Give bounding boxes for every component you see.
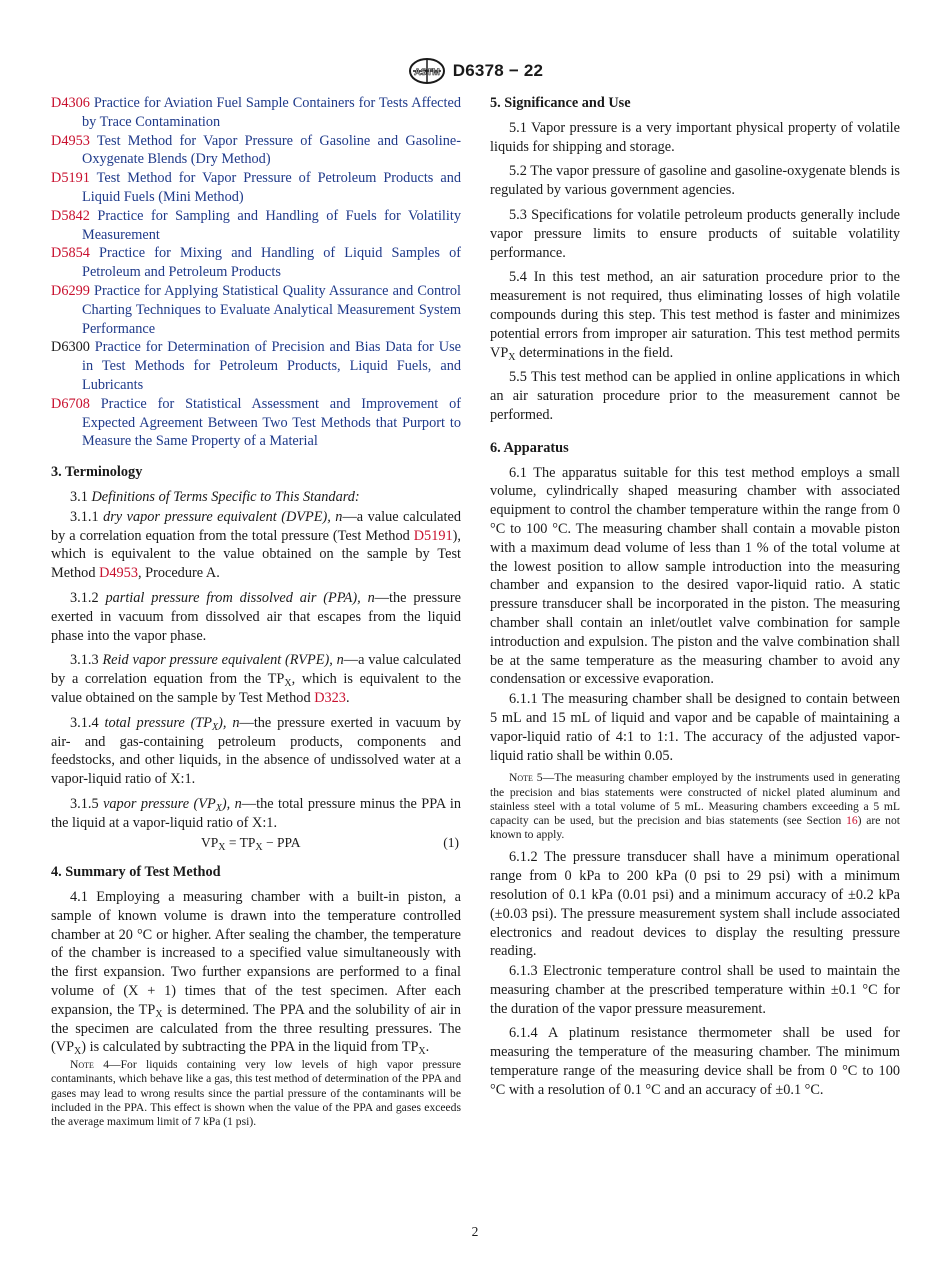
reference-code-link[interactable]: D4953 (51, 132, 90, 149)
paragraph-3-1: 3.1 Definitions of Terms Specific to This Standard: (70, 488, 360, 505)
reference-code: D6300 (51, 339, 90, 356)
right-column (490, 94, 900, 1106)
paragraph-3-1-5: 3.1.5 vapor pressure $(VP_X)$, n—the total pressure minus the PPA in the liquid at a vapor-liquid ratio of X:1. (51, 795, 461, 831)
paragraph-3-1-4: 3.1.4 total pressure $(TP_X)$, n—the pressure exerted in vacuum by air- and gas-containing petroleum products, components and feedstocks, and other liquids, in the absence of undissolved water at a vapor-liquid ratio of X:1. (51, 714, 461, 788)
reference-item (51, 244, 461, 282)
reference-title-link[interactable]: Test Method for Vapor Pressure of Gasoline and Gasoline-Oxygenate Blends (Dry Method) (82, 132, 461, 168)
equation-1 (51, 834, 461, 853)
section-heading-significance: 5. Significance and Use (490, 95, 631, 111)
reference-title-link[interactable]: Practice for Aviation Fuel Sample Containers for Tests Affected by Trace Contamination (82, 95, 461, 130)
reference-code-link[interactable]: D4306 (51, 95, 90, 111)
paragraph-3-1-1: 3.1.1 dry vapor pressure equivalent (DVPE), n—a value calculated by a correlation equation from the total pressure (Test Method D5191), which is equivalent to the value obtained on the sample by Test Method D4953, Procedure A. (51, 508, 461, 582)
reference-code-link[interactable]: D5842 (51, 207, 90, 224)
logo-text: ASTM (414, 67, 440, 77)
paragraph-5-2: 5.2 The vapor pressure of gasoline and gasoline-oxygenate blends is regulated by various government agencies. (490, 163, 900, 199)
paragraph-6-1: 6.1 The apparatus suitable for this test method employs a small volume, cylindrically shaped measuring chamber with associated equipment to control the chamber temperature within the range from 0 °C to 100 °C. The measuring chamber shall contain a movable piston with a maximum dead volume of less than 1 % of the total volume at the lowest position to allow sample introduction into the measuring chamber and expansion to the desired vapor-liquid ratio. A static pressure transducer shall be incorporated in the piston. The measuring chamber shall contain an inlet/outlet valve combination for sample introduction and expulsion. The piston and the valve combination shall be at the same temperature as the measuring chamber to avoid any condensation or excessive evaporation. (490, 464, 900, 688)
reference-item (51, 132, 461, 170)
paragraph-6-1-1: 6.1.1 The measuring chamber shall be designed to contain between 5 mL and 15 mL of liquid and vapor and be capable of maintaining a vapor-liquid ratio of 4:1 to 1:1. The accuracy of the adjusted vapor-liquid ratio shall be within 0.05. (490, 691, 900, 764)
paragraph-5-1: 5.1 Vapor pressure is a very important physical property of volatile liquids for shipping and storage. (490, 119, 900, 155)
paragraph-6-1-2: 6.1.2 The pressure transducer shall have a minimum operational range from 0 kPa to 200 kPa (0 psi to 29 psi) with a minimum resolution of 0.1 kPa (0.01 psi) and a minimum accuracy of ±0.2 kPa (±0.03 psi). The pressure measurement system shall include associated electronics and readout devices to display the resulting pressure reading. (490, 849, 900, 960)
reference-title-link[interactable]: Practice for Applying Statistical Quality Assurance and Control Charting Techniques to Evaluate Analytical Measurement System Performance (82, 282, 462, 337)
reference-item (51, 282, 461, 338)
paragraph-6-1-3: 6.1.3 Electronic temperature control shall be used to maintain the measuring chamber at the prescribed temperature within ±0.1 °C for the duration of the vapor pressure measurement. (490, 963, 900, 1017)
section-heading-apparatus: 6. Apparatus (490, 439, 569, 456)
reference-title-link[interactable]: Practice for Sampling and Handling of Fuels for Volatility Measurement (82, 207, 461, 243)
d5191-link[interactable]: D5191 (413, 527, 453, 544)
reference-code-link[interactable]: D6299 (51, 282, 90, 299)
paragraph-4-1: 4.1 Employing a measuring chamber with a built-in piston, a sample of known volume is drawn into the temperature controlled chamber at 20 °C or higher. After sealing the chamber, the temperature of the chamber is increased to a specified value simultaneously with the first expansion. Two further expansions are performed to a final volume of (X + 1) times that of the test specimen. After each expansion, the $TP_X$ is determined. The PPA and the solubility of air in the specimen are calculated from the three resulting pressures. The $(VP_X)$ is calculated by subtracting the PPA in the liquid from $TP_X$. (51, 889, 461, 1058)
paragraph-3-1-3: 3.1.3 Reid vapor pressure equivalent (RVPE), n—a value calculated by a correlation equation from the $TP_X$, which is equivalent to the value obtained on the sample by Test Method D323. (51, 652, 462, 706)
referenced-documents-list (51, 94, 461, 451)
d323-link[interactable]: D323 (314, 689, 346, 706)
section-16-link[interactable]: 16 (846, 813, 858, 827)
paragraph-5-5: 5.5 This test method can be applied in online applications in which an air saturation procedure prior to the measurement cannot be performed. (490, 369, 900, 423)
paragraph-3-1-2: 3.1.2 partial pressure from dissolved air (PPA), n—the pressure exerted in vacuum from dissolved air that escapes from the liquid phase into the vapor phase. (51, 589, 461, 644)
section-heading-summary: 4. Summary of Test Method (51, 864, 221, 881)
section-heading-terminology: 3. Terminology (51, 464, 143, 481)
reference-title-link[interactable]: Test Method for Vapor Pressure of Petroleum Products and Liquid Fuels (Mini Method) (82, 170, 461, 205)
page-number: 2 (471, 1224, 479, 1239)
paragraph-5-4: 5.4 In this test method, an air saturation procedure prior to the measurement is not required, thus eliminating losses of high volatile compounds during this step. This test method is faster and minimizes potential errors from improper air saturation. This test method permits $VP_X$ determinations in the field. (490, 269, 900, 363)
reference-title-link[interactable]: Practice for Statistical Assessment and Improvement of Expected Agreement Between Two Test Methods that Purport to Measure the Same Property of a Material (82, 395, 461, 450)
reference-title-link[interactable]: Practice for Determination of Precision and Bias Data for Use in Test Methods for Petroleum Products, Liquid Fuels, and Lubricants (82, 339, 461, 393)
equation-number: (1) (443, 835, 459, 851)
page-header (0, 56, 950, 86)
reference-item (51, 207, 461, 245)
d4953-link[interactable]: D4953 (99, 565, 138, 582)
paragraph-6-1-4: 6.1.4 A platinum resistance thermometer shall be used for measuring the temperature of the measuring chamber. The minimum temperature range of the measuring device shall be from 0 °C to 100 °C with a resolution of 0.1 °C and an accuracy of ±0.1 °C. (490, 1025, 900, 1098)
left-column (51, 94, 461, 1135)
reference-code-link[interactable]: D6708 (51, 395, 90, 412)
reference-item (51, 338, 461, 394)
reference-item (51, 395, 461, 451)
astm-logo-icon (407, 57, 447, 85)
reference-code-link[interactable]: D5854 (51, 245, 90, 262)
reference-code-link[interactable]: D5191 (51, 170, 90, 187)
reference-title-link[interactable]: Practice for Mixing and Handling of Liquid Samples of Petroleum and Petroleum Products (82, 245, 461, 281)
reference-item (51, 94, 461, 132)
equation-expression: $VP_X = TP_X$ − PPA (201, 835, 301, 854)
note-5: Note 5—The measuring chamber employed by the instruments used in generating the precision and bias statements were constructed of nickel plated aluminum and stainless steel with a total volume of 5 mL. Measuring chambers exceeding a 5 mL capacity can be used, but the precision and bias statements (see Section 16) are not known to apply. (490, 771, 900, 842)
reference-item (51, 169, 461, 207)
paragraph-5-3: 5.3 Specifications for volatile petroleum products generally include vapor pressure limits to ensure products of suitable volatility performance. (490, 206, 900, 261)
document-designation: D6378 − 22 (452, 61, 544, 80)
note-4: Note 4—For liquids containing very low levels of high vapor pressure contaminants, which behave like a gas, this test method of determination of the PPA and gases may lead to wrong results since the partial pressure of the contaminants will be included in the PPA. This effect is shown when the value of the PPA and gases exceeds the average maximum limit of 7 kPa (1 psi). (51, 1058, 461, 1129)
